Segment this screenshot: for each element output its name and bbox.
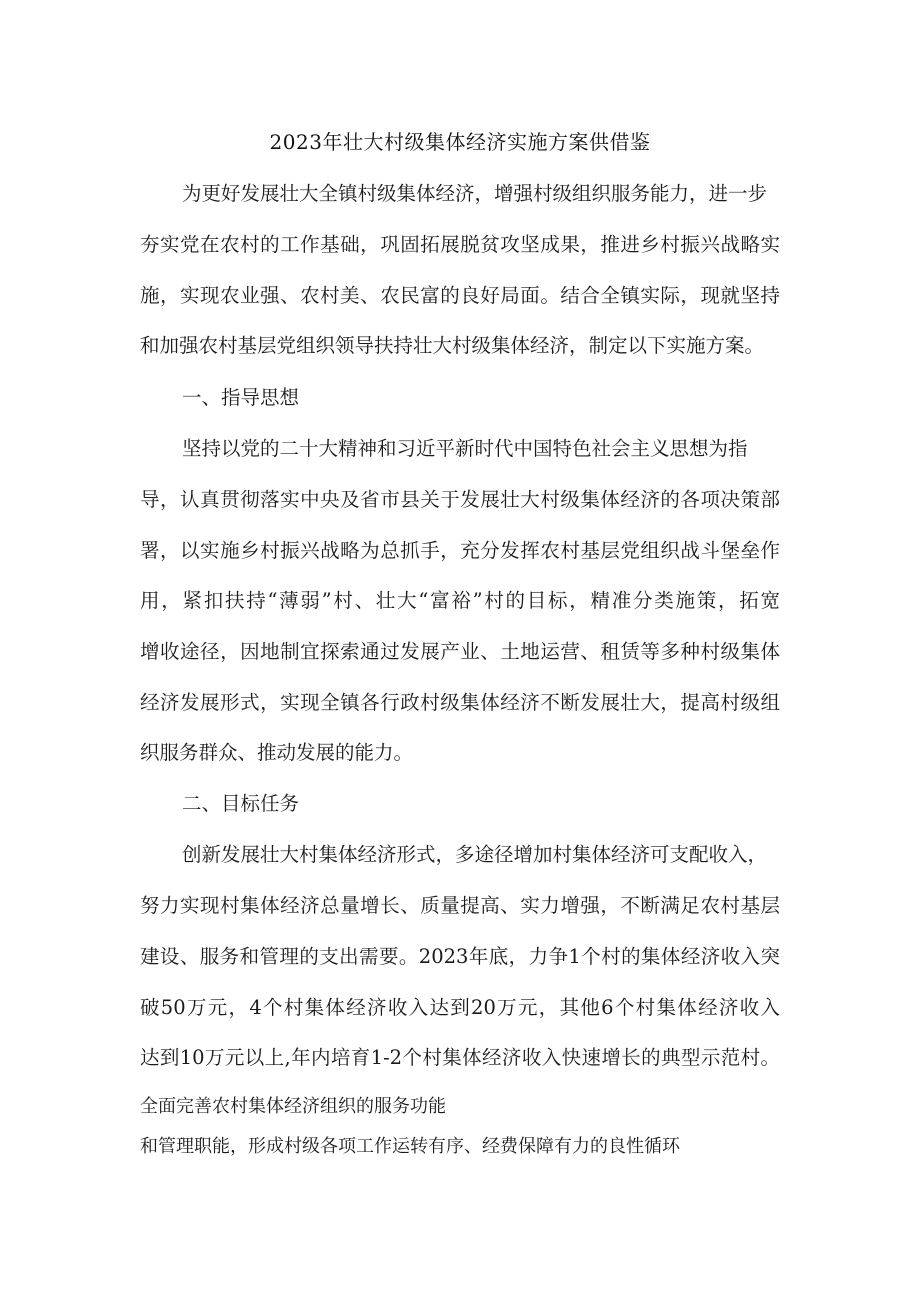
paragraph-2-line-3: 署，以实施乡村振兴战略为总抓手，充分发挥农村基层党组织战斗堡垒作 [140,539,780,562]
paragraph-2-line-5: 增收途径，因地制宜探索通过发展产业、土地运营、租赁等多种村级集体 [140,640,780,663]
paragraph-2-line-7: 织服务群众、推动发展的能力。 [140,741,414,764]
document-title: 2023年壮大村级集体经济实施方案供借鉴 [269,130,651,154]
section-heading-1: 一、指导思想 [182,386,300,409]
paragraph-1-line-3: 施，实现农业强、农村美、农民富的良好局面。结合全镇实际，现就坚持 [140,284,780,307]
paragraph-2-line-2: 导，认真贯彻落实中央及省市县关于发展壮大村级集体经济的各项决策部 [140,488,780,511]
paragraph-1-line-2: 夯实党在农村的工作基础，巩固拓展脱贫攻坚成果，推进乡村振兴战略实 [140,233,780,256]
section-heading-2: 二、目标任务 [182,792,300,815]
paragraph-3-line-4: 破50万元，4个村集体经济收入达到20万元，其他6个村集体经济收入 [140,996,780,1019]
paragraph-1-line-4: 和加强农村基层党组织领导扶持壮大村级集体经济，制定以下实施方案。 [140,334,765,357]
paragraph-1-line-1: 为更好发展壮大全镇村级集体经济，增强村级组织服务能力，进一步 [182,182,768,205]
paragraph-3-line-5: 达到10万元以上,年内培育1-2个村集体经济收入快速增长的典型示范村。 [140,1046,780,1069]
paragraph-2-line-1: 坚持以党的二十大精神和习近平新时代中国特色社会主义思想为指 [182,437,748,460]
paragraph-3-line-2: 努力实现村集体经济总量增长、质量提高、实力增强，不断满足农村基层 [140,894,780,917]
paragraph-3-line-1: 创新发展壮大村集体经济形式，多途径增加村集体经济可支配收入， [182,843,768,866]
paragraph-4-line-1: 全面完善农村集体经济组织的服务功能 [140,1096,446,1117]
paragraph-2-line-6: 经济发展形式，实现全镇各行政村级集体经济不断发展壮大，提高村级组 [140,691,780,714]
paragraph-4-line-2: 和管理职能，形成村级各项工作运转有序、经费保障有力的良性循环 [140,1136,680,1157]
paragraph-2-line-4: 用，紧扣扶持“薄弱”村、壮大“富裕”村的目标，精准分类施策，拓宽 [140,589,780,612]
paragraph-3-line-3: 建设、服务和管理的支出需要。2023年底，力争1个村的集体经济收入突 [140,945,780,968]
